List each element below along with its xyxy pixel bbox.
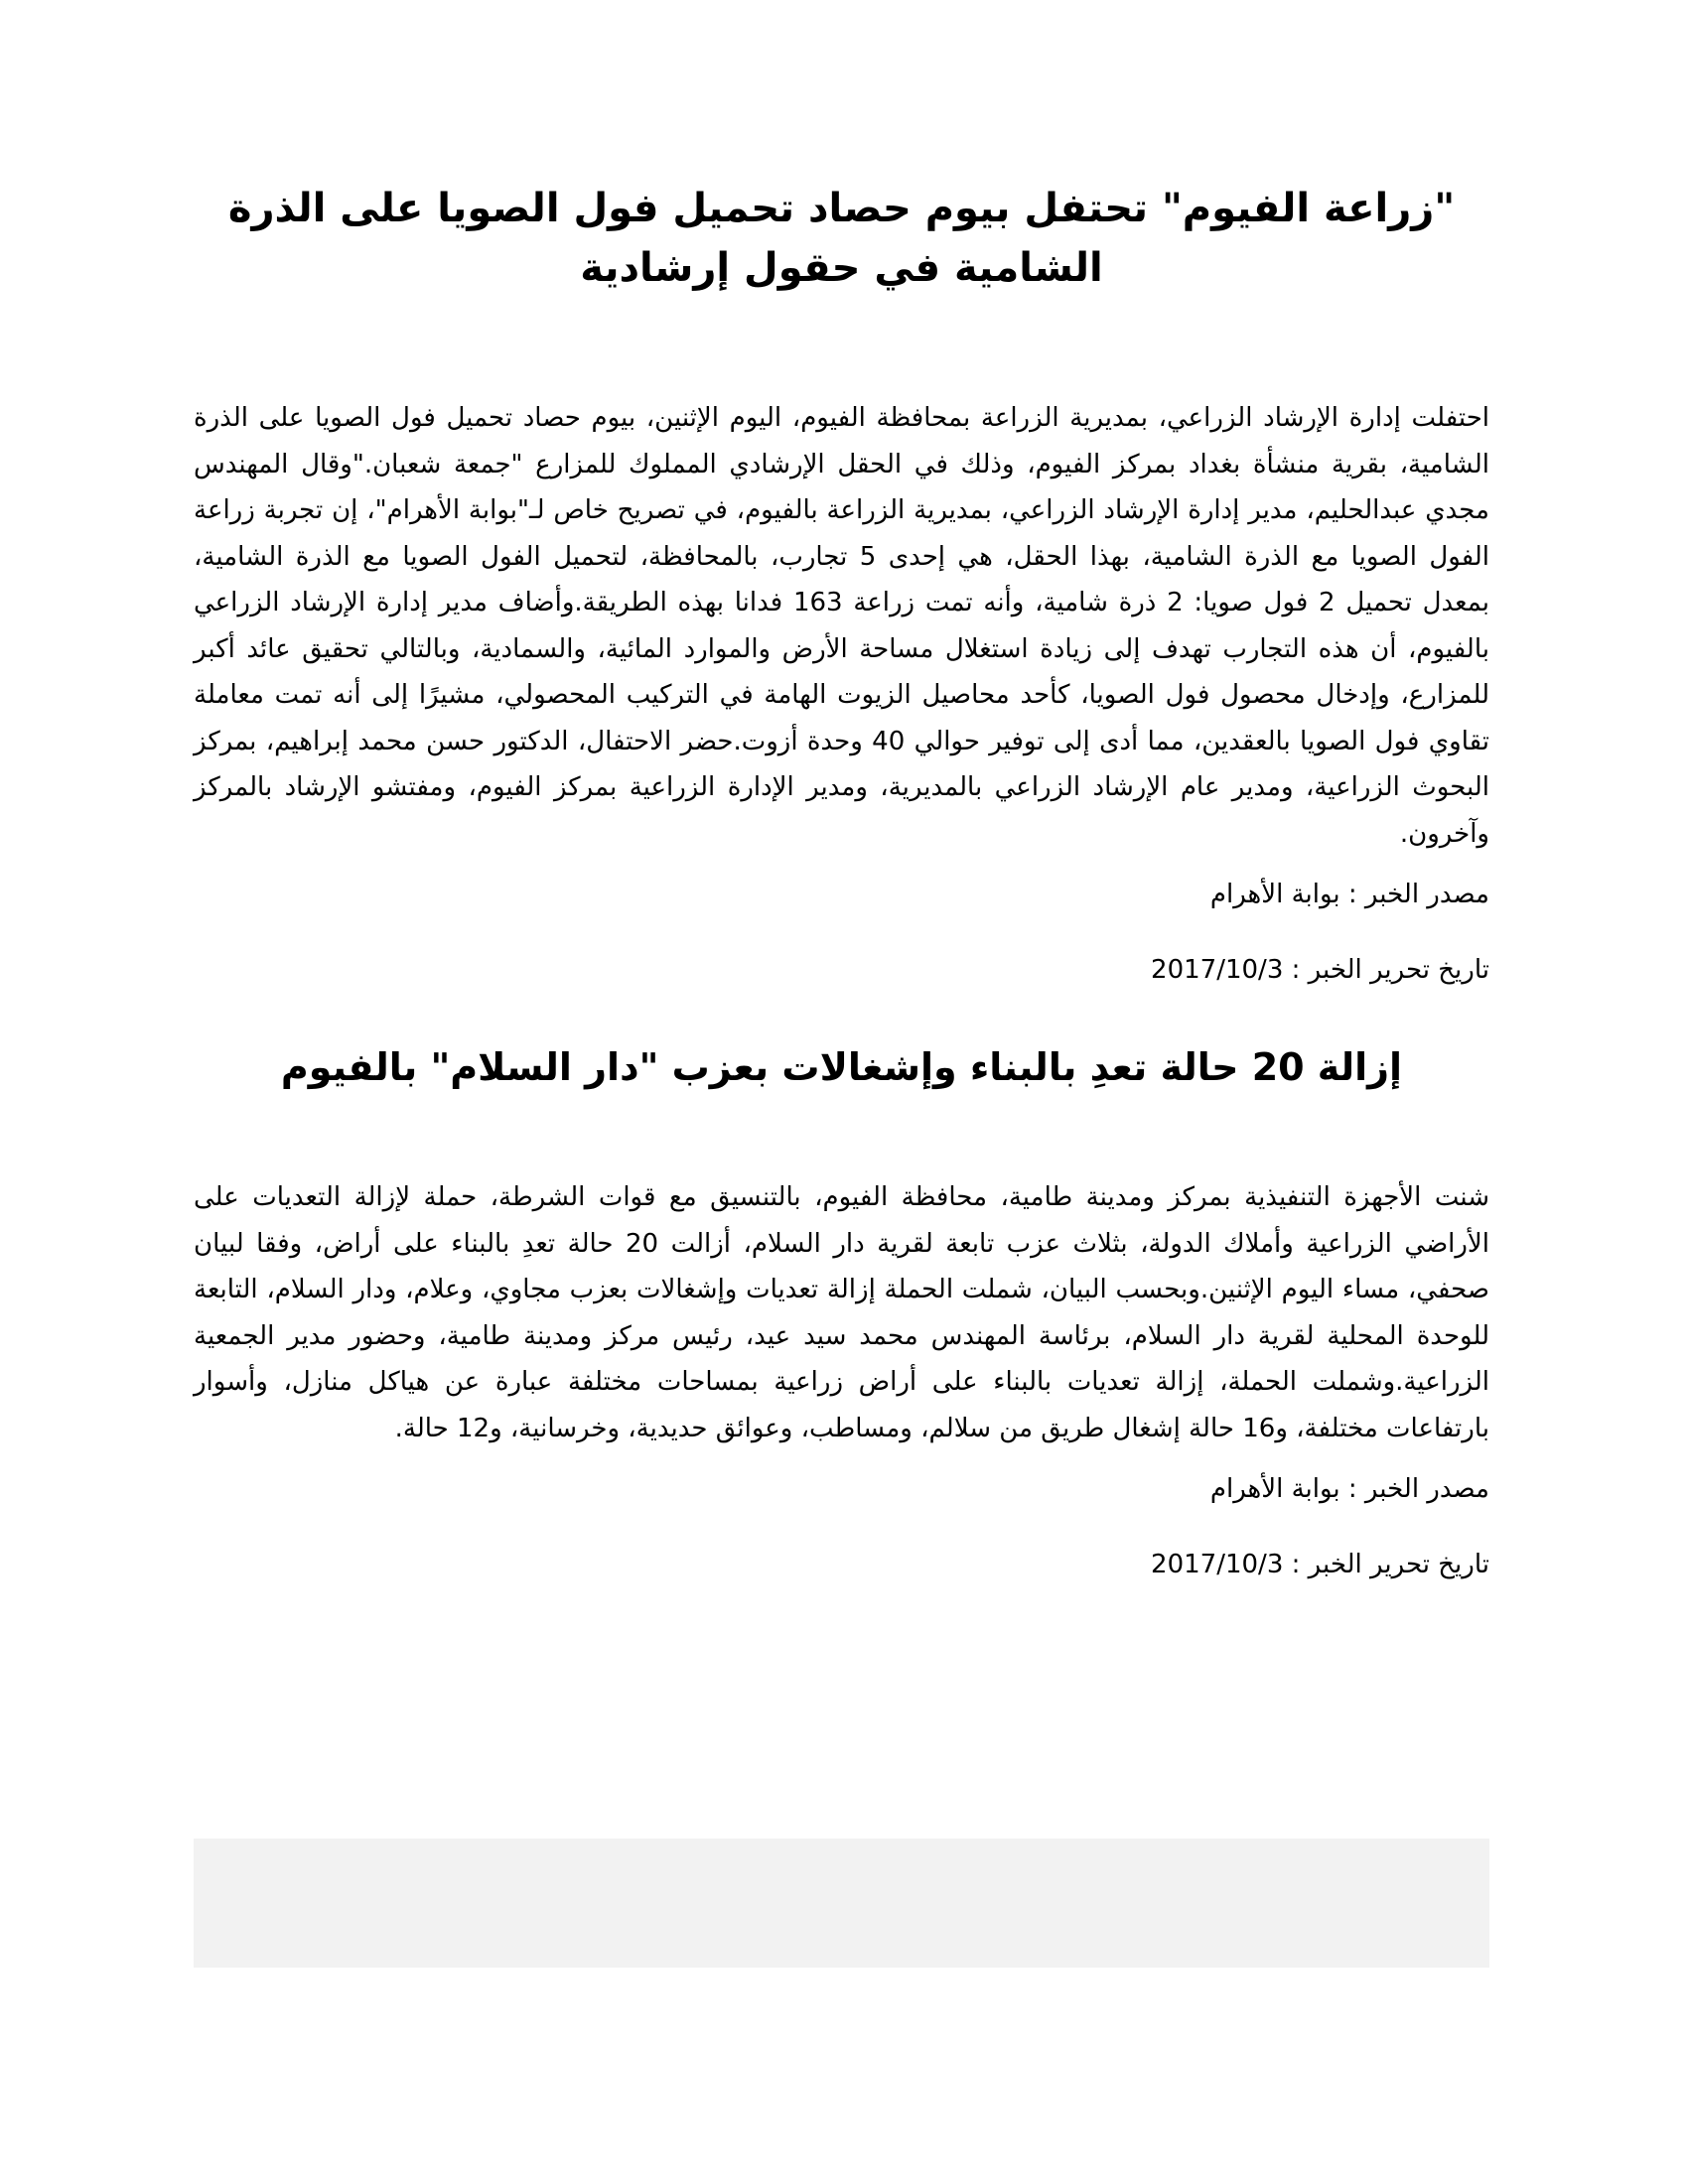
article-1-title: "زراعة الفيوم" تحتفل بيوم حصاد تحميل فول الصويا على الذرة الشامية في حقول إرشادية	[227, 186, 1456, 291]
article-2-body: شنت الأجهزة التنفيذية بمركز ومدينة طامية، محافظة الفيوم، بالتنسيق مع قوات الشرطة، حملة لإزالة التعديات على الأراضي الزراعية وأملاك الدولة، بثلاث عزب تابعة لقرية دار السلام، أزالت 20 حالة تعدِ بالبناء على أراض، وفقا لبيان صحفي، مساء اليوم الإثنين.وبحسب البيان، شملت الحملة إزالة تعديات وإشغالات بعزب مجاوي، وعلام، ودار السلام، التابعة للوحدة المحلية لقرية دار السلام، برئاسة المهندس محمد سيد عيد، رئيس مركز ومدينة طامية، وحضور مدير الجمعية الزراعية.وشملت الحملة، إزالة تعديات بالبناء على أراض زراعية بمساحات مختلفة عبارة عن هياكل منازل، وأسوار بارتفاعات مختلفة، و16 حالة إشغال طريق من سلالم، ومساطب، وعوائق حديدية، وخرسانية، و12 حالة.	[194, 1182, 1489, 1443]
article-2-source: مصدر الخبر : بوابة الأهرام	[1209, 1474, 1489, 1504]
document-page	[194, 179, 1489, 1584]
blank-gray-panel	[194, 1839, 1489, 1968]
article-2-title: إزالة 20 حالة تعدِ بالبناء وإشغالات بعزب "دار السلام" بالفيوم	[280, 1045, 1403, 1089]
article-1-date: تاريخ تحرير الخبر : 2017/10/3	[1151, 955, 1489, 985]
article-1-body: احتفلت إدارة الإرشاد الزراعي، بمديرية الزراعة بمحافظة الفيوم، اليوم الإثنين، بيوم حصاد تحميل فول الصويا على الذرة الشامية، بقرية منشأة بغداد بمركز الفيوم، وذلك في الحقل الإرشادي المملوك للمزارع "جمعة شعبان."وقال المهندس مجدي عبدالحليم، مدير إدارة الإرشاد الزراعي، بمديرية الزراعة بالفيوم، في تصريح خاص لـ"بوابة الأهرام"، إن تجربة زراعة الفول الصويا مع الذرة الشامية، بهذا الحقل، هي إحدى 5 تجارب، بالمحافظة، لتحميل الفول الصويا مع الذرة الشامية، بمعدل تحميل 2 فول صويا: 2 ذرة شامية، وأنه تمت زراعة 163 فدانا بهذه الطريقة.وأضاف مدير إدارة الإرشاد الزراعي بالفيوم، أن هذه التجارب تهدف إلى زيادة استغلال مساحة الأرض والموارد المائية، والسمادية، وبالتالي تحقيق عائد أكبر للمزارع، وإدخال محصول فول الصويا، كأحد محاصيل الزيوت الهامة في التركيب المحصولي، مشيرًا إلى أنه تمت معاملة تقاوي فول الصويا بالعقدين، مما أدى إلى توفير حوالي 40 وحدة أزوت.حضر الاحتفال، الدكتور حسن محمد إبراهيم، بمركز البحوث الزراعية، ومدير عام الإرشاد الزراعي بالمديرية، ومدير الإدارة الزراعية بمركز الفيوم، ومفتشو الإرشاد بالمركز وآخرون.	[194, 403, 1489, 849]
article-1-source: مصدر الخبر : بوابة الأهرام	[1209, 880, 1489, 909]
article-2-date: تاريخ تحرير الخبر : 2017/10/3	[1151, 1550, 1489, 1579]
